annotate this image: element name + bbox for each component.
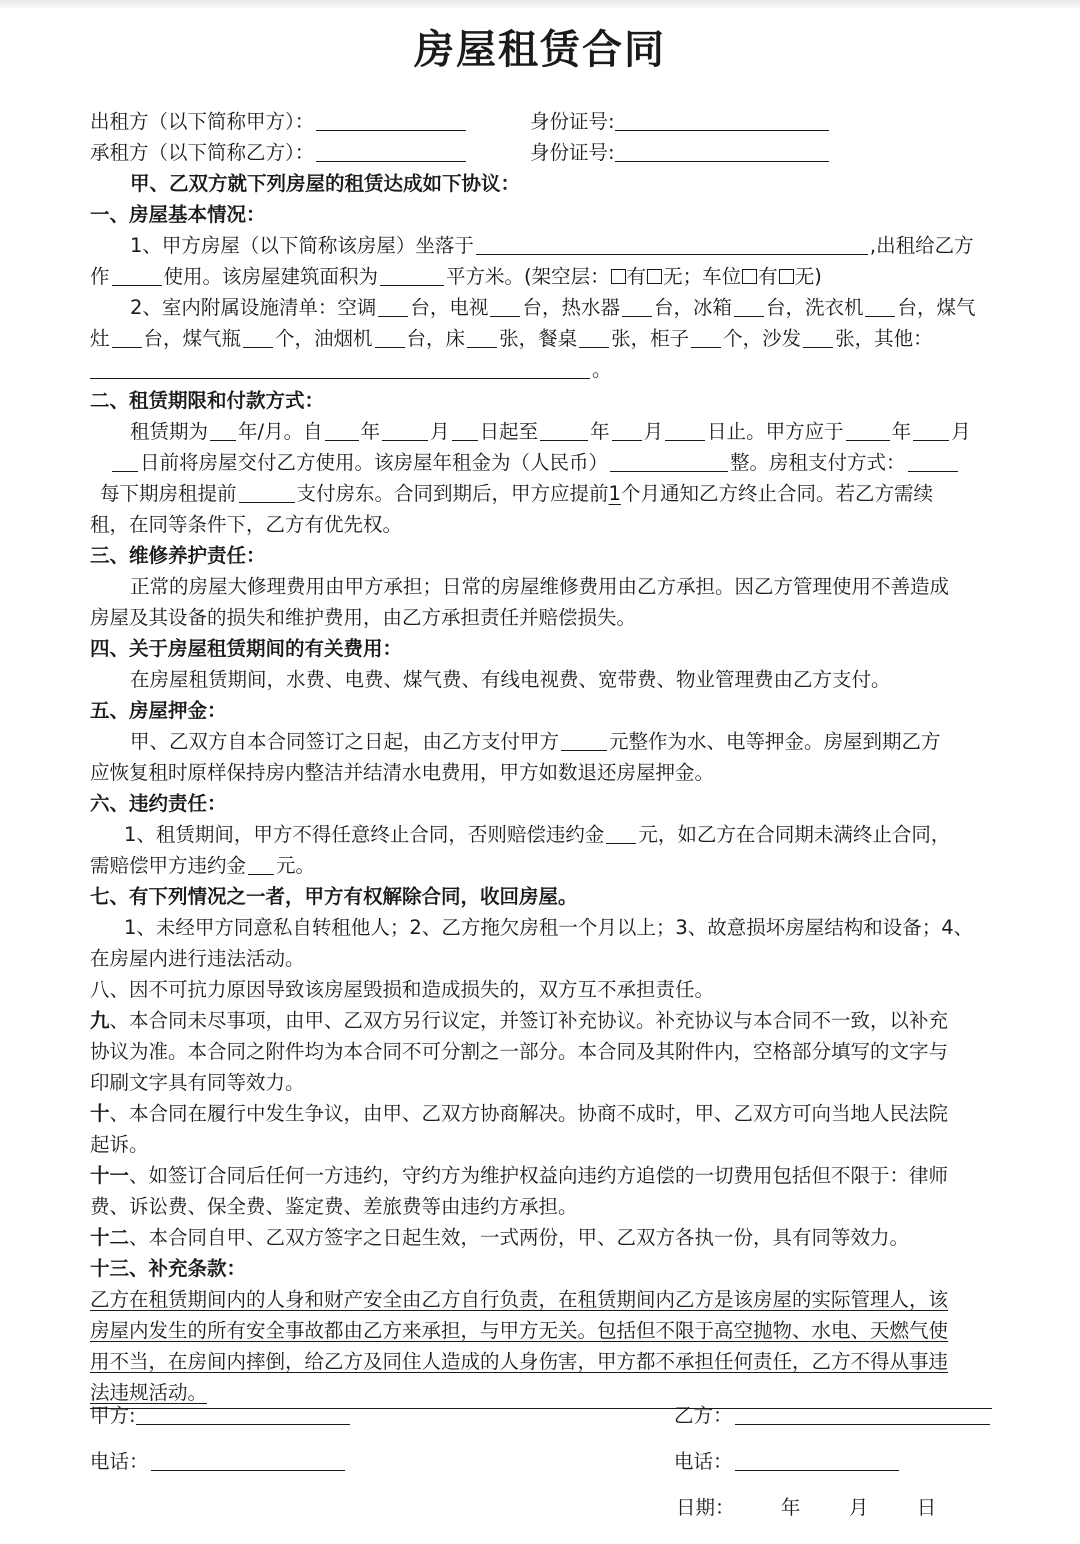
- section-11-number: 十一: [90, 1164, 130, 1187]
- lessee-id-field[interactable]: [615, 137, 829, 162]
- section-13-line-2: 房屋内发生的所有安全事故都由乙方来承担，与甲方无关。包括但不限于高空抛物、水电、天燃气使: [90, 1319, 949, 1342]
- text: 租赁期为: [130, 420, 209, 443]
- party-a-label: 甲方:: [90, 1404, 136, 1427]
- section-9-line-1: [90, 1005, 992, 1036]
- section-3-line-2: 房屋及其设备的损失和维护费用，由乙方承担责任并赔偿损失。: [90, 606, 637, 629]
- lessor-label: 出租方（以下简称甲方）：: [90, 110, 315, 133]
- text: 支付房东。合同到期后，甲方应提前: [296, 482, 609, 505]
- text: 年/月。自: [238, 420, 323, 443]
- section-6-heading: 六、违约责任：: [90, 792, 227, 815]
- section-1-line-3: [90, 292, 992, 323]
- text: 日起至: [479, 420, 539, 443]
- text: 年: [891, 420, 912, 443]
- section-10-line-2: 起诉。: [90, 1133, 149, 1156]
- text: 个月通知乙方终止合同。若乙方需续: [620, 482, 933, 505]
- text: 使用。该房屋建筑面积为: [163, 265, 379, 288]
- advance-days-field[interactable]: [239, 478, 295, 503]
- text: 整。房租支付方式：: [730, 451, 906, 474]
- section-1-line-2: [90, 261, 992, 292]
- section-6-line-2: [90, 850, 992, 881]
- lessee-id-group: [530, 137, 831, 168]
- text: 1、租赁期间，甲方不得任意终止合同，否则赔偿违约金: [124, 823, 605, 846]
- section-13-line-3: 用不当，在房间内摔倒，给乙方及同住人造成的人身伤害，甲方都不承担任何责任，乙方不得从事违: [90, 1350, 949, 1373]
- text: 、本合同未尽事项，由甲、乙双方另行议定，并签订补充协议。补充协议与本合同不一致，以补充: [109, 1009, 949, 1032]
- top-edge-shadow: [0, 0, 1080, 10]
- address-field[interactable]: [476, 230, 868, 255]
- section-11-line-1: [90, 1160, 992, 1191]
- usage-field[interactable]: [112, 261, 162, 286]
- party-a-signature-field[interactable]: [136, 1400, 350, 1425]
- section-6-line-1: [90, 819, 992, 850]
- lessor-id-field[interactable]: [615, 106, 829, 131]
- party-b-phone-field[interactable]: [735, 1446, 899, 1471]
- text: 需赔偿甲方违约金: [90, 854, 247, 877]
- party-b-label: 乙方：: [674, 1404, 733, 1427]
- hood-count-field[interactable]: [375, 323, 405, 348]
- text: 。: [592, 358, 612, 381]
- contract-body: [90, 106, 992, 1409]
- section-7-line-2: 在房屋内进行违法活动。: [90, 947, 305, 970]
- section-4-line-1: 在房屋租赁期间，水费、电费、煤气费、有线电视费、宽带费、物业管理费由乙方支付。: [130, 668, 891, 691]
- text: 张，其他：: [835, 327, 933, 350]
- section-5-heading: 五、房屋押金：: [90, 699, 227, 722]
- cabinet-count-field[interactable]: [691, 323, 721, 348]
- text: 年: [360, 420, 381, 443]
- text: 台，冰箱: [653, 296, 732, 319]
- text: 元。: [276, 854, 316, 877]
- text: 元，如乙方在合同期未满终止合同，: [638, 823, 951, 846]
- lessee-line: [90, 137, 992, 168]
- annual-rent-field[interactable]: [610, 447, 728, 472]
- text: 2、室内附属设施清单：空调: [130, 296, 377, 319]
- party-a-phone-field[interactable]: [151, 1446, 345, 1471]
- section-2-line-4: 租，在同等条件下，乙方有优先权。: [90, 513, 403, 536]
- bed-count-field[interactable]: [467, 323, 497, 348]
- party-a-signature-group: [90, 1400, 352, 1431]
- section-8-line-1: 八、因不可抗力原因导致该房屋毁损和造成损失的，双方互不承担责任。: [90, 978, 715, 1001]
- lessor-penalty-field[interactable]: [606, 819, 636, 844]
- page-title: 房屋租赁合同: [414, 27, 666, 73]
- section-7-heading: 七、有下列情况之一者，甲方有权解除合同，收回房屋。: [90, 885, 578, 908]
- party-b-phone-group: [674, 1446, 901, 1477]
- party-b-phone-label: 电话：: [674, 1450, 733, 1473]
- text: 元整作为水、电等押金。房屋到期乙方: [609, 730, 941, 753]
- ac-count-field[interactable]: [378, 292, 408, 317]
- text: 有: [626, 265, 647, 288]
- section-10-number: 十: [90, 1102, 110, 1125]
- date-year-label: 年: [780, 1496, 801, 1519]
- text: 、本合同在履行中发生争议，由甲、乙双方协商解决。协商不成时，甲、乙双方可向当地人民法院: [109, 1102, 949, 1125]
- checkbox-icon[interactable]: [779, 269, 794, 284]
- area-field[interactable]: [380, 261, 444, 286]
- text: 日止。甲方应于: [707, 420, 844, 443]
- section-11-line-2: 费、诉讼费、保全费、鉴定费、差旅费等由违约方承担。: [90, 1195, 578, 1218]
- section-5-line-2: 应恢复租时原样保持房内整洁并结清水电费用，甲方如数退还房屋押金。: [90, 761, 715, 784]
- section-9-number: 九: [90, 1009, 110, 1032]
- section-2-heading: 二、租赁期限和付款方式：: [90, 389, 325, 412]
- checkbox-icon[interactable]: [647, 269, 662, 284]
- section-9-line-3: 印刷文字具有同等效力。: [90, 1071, 305, 1094]
- end-year-field[interactable]: [540, 416, 588, 441]
- text: 月: [430, 420, 450, 443]
- date-month-label: 月: [848, 1496, 869, 1519]
- text: 台，洗衣机: [765, 296, 864, 319]
- text: 作: [90, 265, 110, 288]
- text: 、如签订合同后任何一方违约，守约方为维护权益向违约方追偿的一切费用包括但不限于：律师: [129, 1164, 949, 1187]
- text: 甲、乙双方自本合同签订之日起，由乙方支付甲方: [130, 730, 560, 753]
- handover-month-field[interactable]: [913, 416, 949, 441]
- party-b-signature-group: [674, 1400, 992, 1431]
- text: 个，沙发: [723, 327, 802, 350]
- text: 、本合同自甲、乙双方签字之日起生效，一式两份，甲、乙双方各执一份，具有同等效力。: [129, 1226, 910, 1249]
- text: 日前将房屋交付乙方使用。该房屋年租金为（人民币）: [140, 451, 609, 474]
- section-1-line-1: [90, 230, 992, 261]
- section-4-heading: 四、关于房屋租赁期间的有关费用：: [90, 637, 403, 660]
- text: 月: [951, 420, 971, 443]
- lessee-id-label: 身份证号:: [530, 141, 615, 164]
- party-a-phone-label: 电话：: [90, 1450, 149, 1473]
- text: 无): [794, 265, 822, 288]
- text: 台，煤气: [897, 296, 976, 319]
- lessee-penalty-field[interactable]: [248, 850, 274, 875]
- section-2-line-3: [90, 478, 992, 509]
- text: 1、甲方房屋（以下简称该房屋）坐落于: [130, 234, 474, 257]
- payment-method-field[interactable]: [908, 447, 958, 472]
- washer-count-field[interactable]: [865, 292, 895, 317]
- section-12-line-1: [90, 1222, 992, 1253]
- lessee-label: 承租方（以下简称乙方）：: [90, 141, 315, 164]
- party-b-signature-field[interactable]: [735, 1400, 990, 1425]
- section-3-heading: 三、维修养护责任：: [90, 544, 266, 567]
- section-1-heading: 一、房屋基本情况：: [90, 203, 266, 226]
- stove-count-field[interactable]: [112, 323, 142, 348]
- start-year-field[interactable]: [325, 416, 359, 441]
- other-facilities-field[interactable]: [90, 354, 590, 379]
- text: 张，餐桌: [499, 327, 578, 350]
- gas-bottle-count-field[interactable]: [243, 323, 273, 348]
- text: 年: [590, 420, 610, 443]
- text: 有: [758, 265, 778, 288]
- start-day-field[interactable]: [452, 416, 478, 441]
- sofa-count-field[interactable]: [803, 323, 833, 348]
- lessor-name-field[interactable]: [316, 106, 466, 131]
- date-group: [676, 1492, 936, 1523]
- fridge-count-field[interactable]: [734, 292, 764, 317]
- section-3-line-1: 正常的房屋大修理费用由甲方承担；日常的房屋维修费用由乙方承担。因乙方管理使用不善造成: [130, 575, 950, 598]
- lessee-name-field[interactable]: [316, 137, 466, 162]
- section-2-line-2: [90, 447, 992, 478]
- table-count-field[interactable]: [579, 323, 609, 348]
- text: 台，煤气瓶: [143, 327, 242, 350]
- party-a-phone-group: [90, 1446, 347, 1477]
- text: 个，油烟机: [275, 327, 373, 350]
- text: 月: [643, 420, 664, 443]
- section-13-heading: 十三、补充条款：: [90, 1257, 247, 1280]
- end-month-field[interactable]: [612, 416, 642, 441]
- section-9-line-2: 协议为准。本合同之附件均为本合同不可分割之一部分。本合同及其附件内，空格部分填写的文字与: [90, 1040, 949, 1063]
- date-day-label: 日: [916, 1496, 937, 1519]
- checkbox-icon[interactable]: [742, 269, 757, 284]
- text: 张，柜子: [611, 327, 690, 350]
- lessor-id-group: [530, 106, 831, 137]
- lessor-line: [90, 106, 992, 137]
- intro-text: 甲、乙双方就下列房屋的租赁达成如下协议：: [130, 172, 521, 195]
- date-label: 日期：: [676, 1496, 735, 1519]
- text: ,出租给乙方: [869, 234, 974, 257]
- handover-year-field[interactable]: [846, 416, 890, 441]
- section-7-line-1: 1、未经甲方同意私自转租他人；2、乙方拖欠房租一个月以上；3、故意损坏房屋结构和设备；4、: [124, 916, 974, 939]
- section-10-line-1: [90, 1098, 992, 1129]
- text: 每下期房租提前: [100, 482, 237, 505]
- section-1-line-4: [90, 323, 992, 354]
- start-month-field[interactable]: [382, 416, 428, 441]
- text: 台，床: [406, 327, 466, 350]
- section-1-line-5: [90, 354, 992, 385]
- heater-count-field[interactable]: [622, 292, 652, 317]
- text: 灶: [90, 327, 110, 350]
- end-day-field[interactable]: [665, 416, 705, 441]
- deposit-field[interactable]: [561, 726, 607, 751]
- section-12-number: 十二: [90, 1226, 130, 1249]
- handover-day-field[interactable]: [112, 447, 138, 472]
- notice-months-value: 1: [608, 482, 621, 505]
- text: 平方米。(架空层：: [446, 265, 610, 288]
- section-2-line-1: [90, 416, 992, 447]
- tv-count-field[interactable]: [490, 292, 520, 317]
- section-13-line-4: 法违规活动。: [90, 1381, 208, 1404]
- text: 台，电视: [410, 296, 489, 319]
- lessor-id-label: 身份证号:: [530, 110, 615, 133]
- text: 无；车位: [663, 265, 742, 288]
- lease-term-field[interactable]: [210, 416, 236, 441]
- section-5-line-1: [90, 726, 992, 757]
- section-13-line-1: 乙方在租赁期间内的人身和财产安全由乙方自行负责，在租赁期间内乙方是该房屋的实际管理人，该: [90, 1288, 949, 1311]
- checkbox-icon[interactable]: [611, 269, 626, 284]
- text: 台，热水器: [522, 296, 620, 319]
